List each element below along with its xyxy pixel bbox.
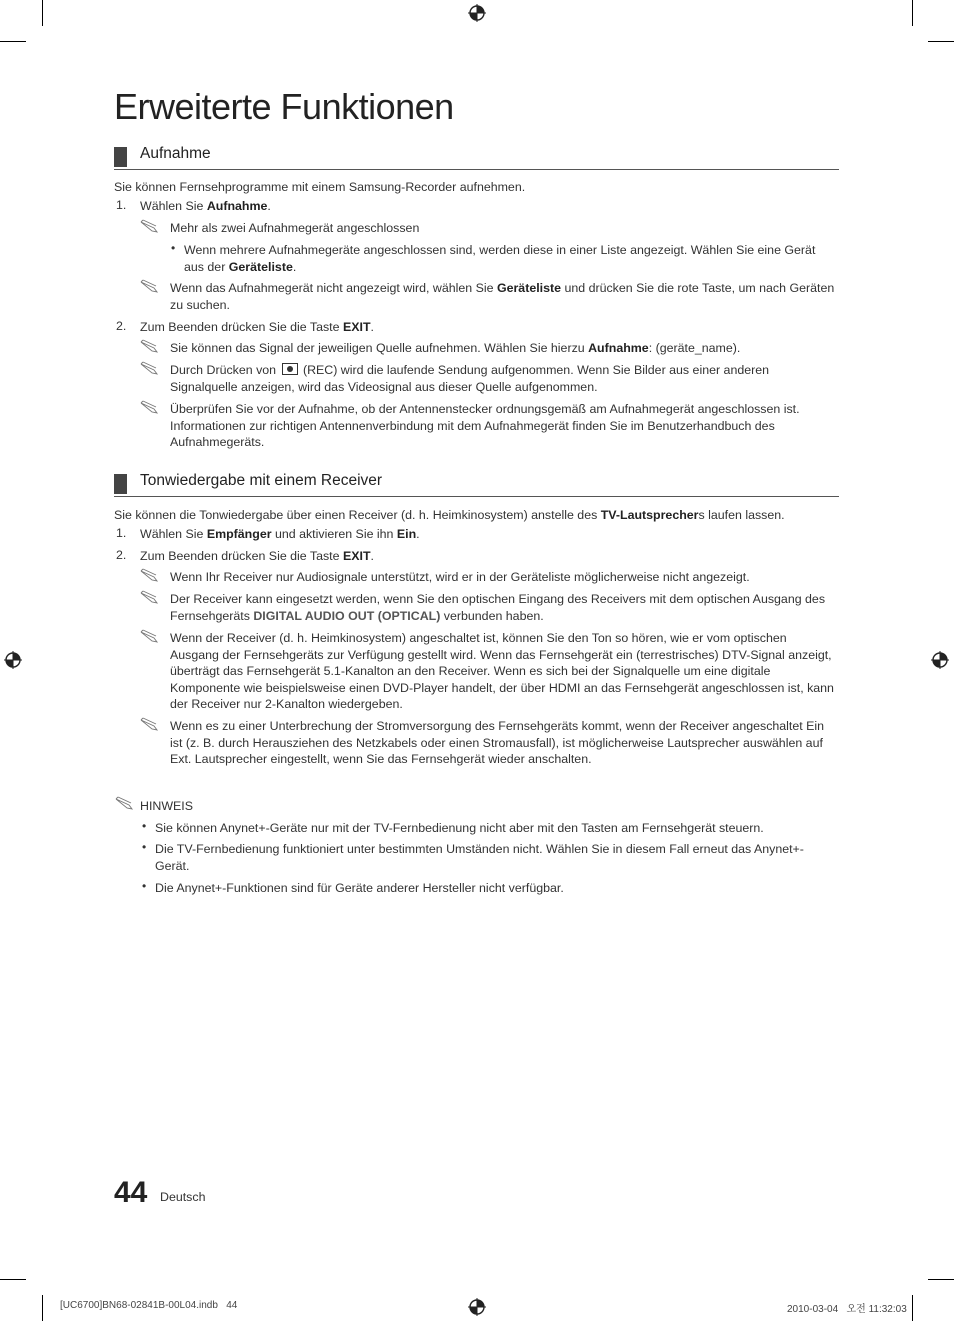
note-text bbox=[170, 280, 838, 313]
step-text-part: Wählen Sie bbox=[140, 527, 207, 541]
step-number: 1. bbox=[116, 526, 127, 540]
bullet-text-part: Wenn mehrere Aufnahmegeräte angeschlossen sind, werden diese in einer Liste angezeigt. Wählen Sie eine Gerät aus der bbox=[184, 243, 816, 274]
note-text-part: Wenn das Aufnahmegerät nicht angezeigt wird, wählen Sie bbox=[170, 281, 497, 295]
step-text-part: . bbox=[370, 549, 374, 563]
pencil-note-icon bbox=[115, 796, 137, 810]
bullet-text bbox=[184, 242, 838, 275]
section-intro: Sie können Fernsehprogramme mit einem Samsung-Recorder aufnehmen. bbox=[114, 180, 526, 194]
menu-term: Ein bbox=[396, 527, 417, 541]
page-title: Erweiterte Funktionen bbox=[114, 86, 454, 127]
note-text bbox=[170, 340, 838, 357]
crop-mark bbox=[912, 1295, 913, 1321]
step-text-part: Zum Beenden drücken Sie die Taste bbox=[140, 549, 343, 563]
note-text bbox=[170, 591, 838, 624]
note-text: Wenn es zu einer Unterbrechung der Stromversorgung des Fernsehgeräts kommt, wenn der Receiver angeschaltet Ein ist (z. B. durch Herausziehen des Netzkabels oder einen Stromausfall), ist möglicherweise Lautsprecher auswählen auf Ext. Lautsprecher eingestellt, wenn Sie das Fernsehgerät wieder anschalten. bbox=[170, 719, 825, 767]
crop-mark bbox=[928, 41, 954, 42]
pencil-note-icon bbox=[140, 400, 162, 414]
print-date-info: 2010-03-04 오전 11:32:03 bbox=[787, 1304, 907, 1315]
section-intro bbox=[114, 507, 839, 524]
note-text: Mehr als zwei Aufnahmegerät angeschlossen bbox=[170, 221, 420, 235]
registration-mark-icon bbox=[468, 1298, 486, 1316]
menu-term: Aufnahme bbox=[206, 199, 268, 213]
note-text-part: Sie können das Signal der jeweiligen Quelle aufnehmen. Wählen Sie hierzu bbox=[170, 341, 589, 355]
pencil-note-icon bbox=[140, 568, 162, 582]
note-text-part: Durch Drücken von bbox=[170, 363, 280, 377]
intro-text-part: s laufen lassen. bbox=[698, 508, 785, 522]
pencil-note-icon bbox=[140, 629, 162, 643]
key-name: EXIT bbox=[342, 320, 371, 334]
intro-text-part: Sie können die Tonwiedergabe über einen Receiver (d. h. Heimkinosystem) anstelle des bbox=[114, 508, 601, 522]
step-text bbox=[140, 548, 840, 565]
note-text: Überprüfen Sie vor der Aufnahme, ob der Antennenstecker ordnungsgemäß am Aufnahmegerät angeschlossen ist. Informationen zur richtigen Antennenverbindung mit dem Aufnahmegerät finden Sie im Benutzerhandbuch des Aufnahmegeräts. bbox=[170, 402, 800, 450]
registration-mark-icon bbox=[468, 4, 486, 22]
section-bar bbox=[114, 474, 127, 494]
step-text-part: . bbox=[370, 320, 374, 334]
step-text-part: Zum Beenden drücken Sie die Taste bbox=[140, 320, 343, 334]
note-text-part: verbunden haben. bbox=[440, 608, 544, 623]
menu-term: Aufnahme bbox=[588, 341, 649, 355]
registration-mark-icon bbox=[4, 651, 22, 669]
menu-term: TV-Lautsprecher bbox=[600, 508, 699, 522]
hinweis-item: Die Anynet+-Funktionen sind für Geräte anderer Hersteller nicht verfügbar. bbox=[155, 881, 564, 895]
menu-term: Geräteliste bbox=[228, 259, 293, 274]
port-name: DIGITAL AUDIO OUT (OPTICAL) bbox=[253, 608, 441, 623]
bullet-icon: • bbox=[142, 879, 147, 893]
hinweis-label: HINWEIS bbox=[140, 799, 194, 813]
note-text: Wenn der Receiver (d. h. Heimkinosystem) angeschaltet ist, können Sie den Ton so hören, wie er vom optischen Ausgang der Fernsehgeräts zur Verfügung gestellt wird. Wenn das Fernsehgerät ein (terrestrisches) DTV-Signal anzeigt, überträgt das Fernsehgerät 5.1-Kanalton an den Receiver. Wenn es sich bei der Signalquelle um eine digitale Komponente wie beispielsweise einen DVD-Player handelt, der über HDMI an das Fernsehgerät angeschlossen ist, kann der Receiver nur 2-Kanalton wiedergeben. bbox=[170, 631, 834, 712]
section-title: Aufnahme bbox=[140, 145, 211, 162]
crop-mark bbox=[42, 0, 43, 26]
section-heading-tonwiedergabe bbox=[114, 472, 839, 497]
step-text bbox=[140, 526, 840, 543]
section-title: Tonwiedergabe mit einem Receiver bbox=[140, 472, 383, 489]
bullet-text-part: . bbox=[292, 259, 297, 274]
step-number: 2. bbox=[116, 319, 127, 333]
note-text-part: und drücken Sie die rote Taste, um nach Geräten zu suchen. bbox=[170, 281, 835, 312]
pencil-note-icon bbox=[140, 219, 162, 233]
pencil-note-icon bbox=[140, 279, 162, 293]
pencil-note-icon bbox=[140, 339, 162, 353]
crop-mark bbox=[912, 0, 913, 26]
note-text-part: : (geräte_name). bbox=[648, 341, 741, 355]
registration-mark-icon bbox=[931, 651, 949, 669]
section-bar bbox=[114, 147, 127, 167]
record-button-icon bbox=[282, 363, 298, 375]
print-file-info: [UC6700]BN68-02841B-00L04.indb 44 bbox=[60, 1300, 238, 1311]
bullet-icon: • bbox=[142, 840, 147, 854]
section-heading-aufnahme bbox=[114, 145, 839, 170]
bullet-icon: • bbox=[142, 819, 147, 833]
step-text-part: und aktivieren Sie ihn bbox=[271, 527, 397, 541]
crop-mark bbox=[928, 1279, 954, 1280]
menu-term: Geräteliste bbox=[496, 281, 562, 295]
step-number: 2. bbox=[116, 548, 127, 562]
step-number: 1. bbox=[116, 198, 127, 212]
step-text-part: . bbox=[416, 527, 420, 541]
step-text bbox=[140, 319, 840, 336]
note-text-part: Der Receiver kann eingesetzt werden, wenn Sie den optischen Eingang des Receivers mit dem optischen Ausgang des Fernsehgeräts bbox=[170, 592, 826, 623]
step-text-part: Wählen Sie bbox=[140, 199, 207, 213]
note-text-part: (REC) wird die laufende Sendung aufgenommen. Wenn Sie Bilder aus einer anderen Signalquelle anzeigen, wird das Videosignal aus dieser Quelle aufgenommen. bbox=[170, 363, 770, 394]
pencil-note-icon bbox=[140, 590, 162, 604]
page-number: 44 bbox=[114, 1176, 148, 1209]
step-text bbox=[140, 198, 840, 215]
crop-mark bbox=[42, 1295, 43, 1321]
note-text bbox=[170, 362, 838, 395]
crop-mark bbox=[0, 41, 26, 42]
pencil-note-icon bbox=[140, 361, 162, 375]
crop-mark bbox=[0, 1279, 26, 1280]
hinweis-item: Die TV-Fernbedienung funktioniert unter bestimmten Umständen nicht. Wählen Sie in diesem Fall erneut das Anynet+-Gerät. bbox=[155, 842, 804, 873]
step-text-part: . bbox=[267, 199, 271, 213]
hinweis-item: Sie können Anynet+-Geräte nur mit der TV-Fernbedienung nicht aber mit den Tasten am Fernsehgerät steuern. bbox=[155, 821, 764, 835]
key-name: EXIT bbox=[342, 549, 371, 563]
pencil-note-icon bbox=[140, 717, 162, 731]
menu-term: Empfänger bbox=[206, 527, 272, 541]
page-language: Deutsch bbox=[160, 1190, 206, 1204]
bullet-icon: • bbox=[171, 241, 176, 255]
note-text: Wenn Ihr Receiver nur Audiosignale unterstützt, wird er in der Geräteliste möglicherweise nicht angezeigt. bbox=[170, 570, 750, 584]
